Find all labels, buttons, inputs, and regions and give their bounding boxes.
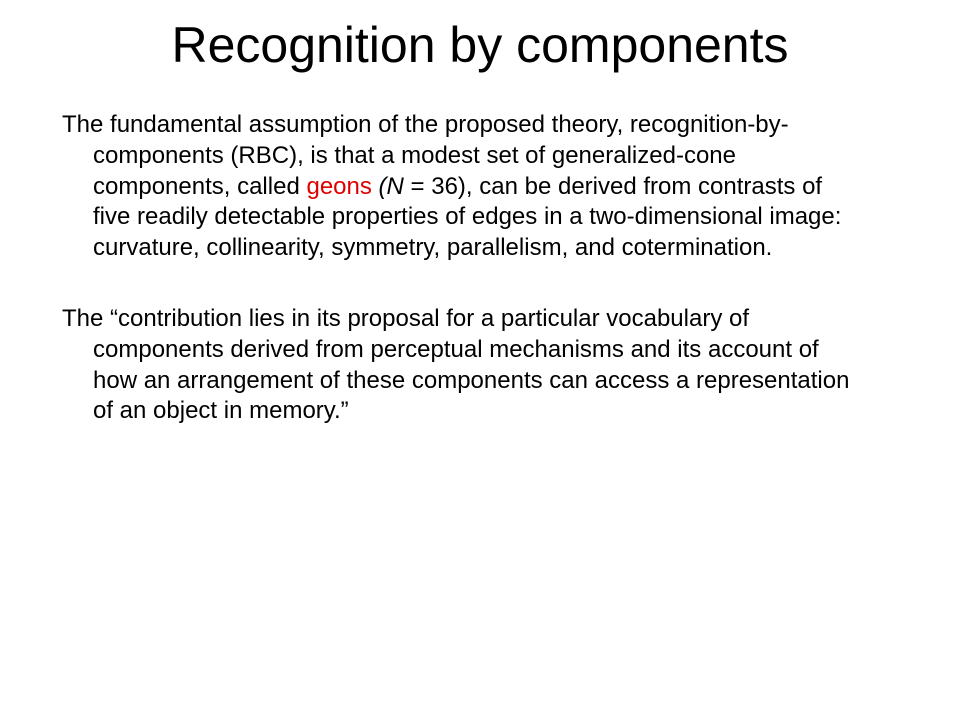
paragraph-1-text-start: The fundamental assumption of the proposed theory, recognition-by-components (RBC), is that a modest set of generalized-cone components, called bbox=[62, 111, 789, 200]
paragraph-rbc-assumption bbox=[62, 110, 862, 264]
paragraph-1-text-end: = 36), can be derived from contrasts of five readily detectable properties of edges in a two-dimensional image: curvature, collinearity, symmetry, parallelism, and cotermination. bbox=[93, 172, 842, 262]
paragraph-1-open-paren: ( bbox=[378, 172, 387, 200]
geons-highlight: geons bbox=[306, 172, 372, 200]
paragraph-1-space bbox=[372, 173, 379, 200]
slide-body bbox=[62, 110, 862, 427]
paragraph-contribution-quote: The “contribution lies in its proposal for a particular vocabulary of components derived from perceptual mechanisms and its account of how an arrangement of these components can access a representation of an object in memory.” bbox=[62, 304, 850, 425]
n-symbol: N bbox=[386, 172, 404, 200]
slide-title: Recognition by components bbox=[171, 17, 789, 73]
